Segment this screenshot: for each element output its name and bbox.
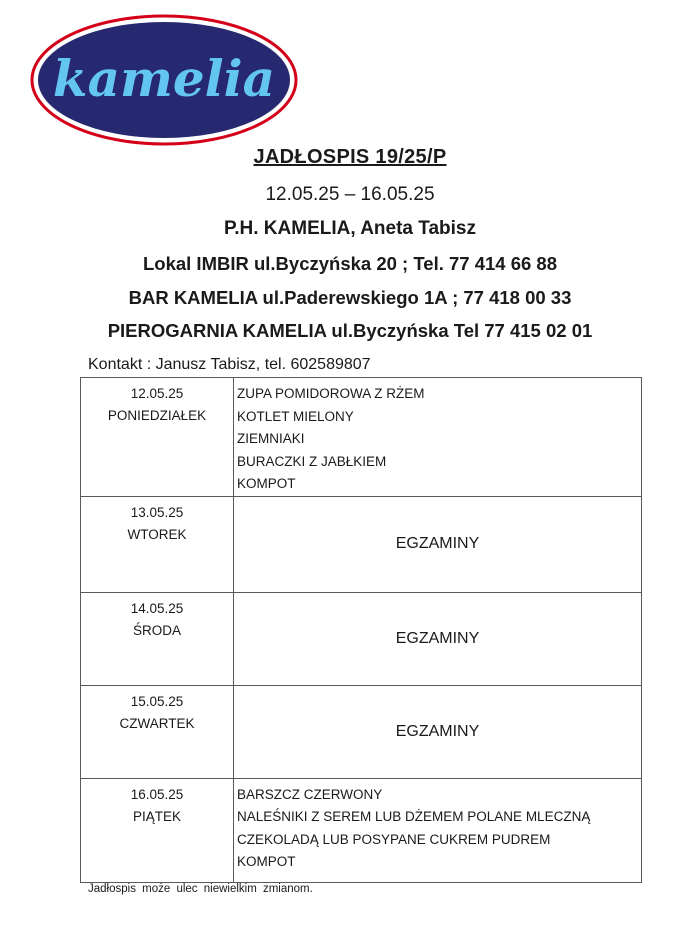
dishes-cell [234,378,642,497]
menu-row-friday [81,778,642,882]
weekly-menu-table [80,377,642,883]
dish-item: CZEKOLADĄ LUB POSYPANE CUKREM PUDREM [237,831,551,847]
day-cell [81,496,234,592]
menu-row-tuesday [81,496,642,592]
menu-title: JADŁOSPIS 19/25/P [253,146,447,168]
svg-text:kamelia: kamelia [52,49,276,108]
day-cell [81,378,234,497]
date-range: 12.05.25 – 16.05.25 [265,184,435,205]
footer-note: Jadłospis może ulec niewielkim zmianom. [88,883,313,895]
menu-row-wednesday [81,592,642,685]
day-name: WTOREK [127,526,187,542]
day-date: 16.05.25 [130,786,184,802]
dish-item: KOMPOT [237,854,296,869]
day-date: 13.05.25 [130,504,184,520]
day-cell [81,778,234,882]
dish-item: NALEŚNIKI Z SEREM LUB DŻEMEM POLANE MLECZNĄ [237,809,591,824]
exam-note: EGZAMINY [234,496,642,592]
dish-item: KOMPOT [237,476,296,491]
day-date: 12.05.25 [130,386,184,401]
menu-row-thursday [81,685,642,778]
contact-info: Kontakt : Janusz Tabisz, tel. 602589807 [88,356,371,373]
dish-item: ZUPA POMIDOROWA Z RŻEM [237,386,425,401]
dishes-cell [234,778,642,882]
day-cell [81,592,234,685]
day-name: CZWARTEK [119,715,195,731]
day-cell [81,685,234,778]
day-name: ŚRODA [132,622,181,638]
day-date: 15.05.25 [130,693,184,709]
day-name: PIĄTEK [132,808,181,824]
location-pierogarnia: PIEROGARNIA KAMELIA ul.Byczyńska Tel 77 415 02 01 [107,320,593,341]
location-bar-kamelia: BAR KAMELIA ul.Paderewskiego 1A ; 77 418 00 33 [128,287,572,308]
location-imbir: Lokal IMBIR ul.Byczyńska 20 ; Tel. 77 414 66 88 [142,253,558,274]
dish-item: BURACZKI Z JABŁKIEM [237,453,387,469]
exam-note: EGZAMINY [234,685,642,778]
menu-row-monday [81,378,642,497]
kamelia-logo-graphic [30,14,300,146]
dish-item: BARSZCZ CZERWONY [237,786,383,802]
kamelia-logo [30,14,300,146]
exam-note: EGZAMINY [234,592,642,685]
company-name: P.H. KAMELIA, Aneta Tabisz [224,218,476,239]
day-name: PONIEDZIAŁEK [107,408,207,423]
dish-item: KOTLET MIELONY [237,408,354,424]
dish-item: ZIEMNIAKI [237,431,305,446]
day-date: 14.05.25 [130,600,184,616]
